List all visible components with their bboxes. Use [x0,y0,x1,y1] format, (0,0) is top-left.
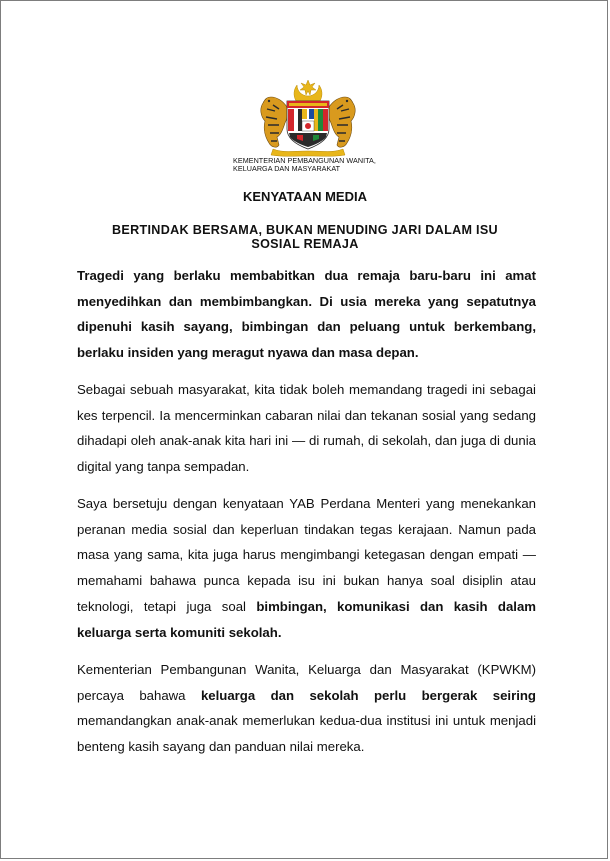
paragraph-2: Sebagai sebuah masyarakat, kita tidak boleh memandang tragedi ini sebagai kes terpencil. Ia mencerminkan cabaran nilai dan tekanan sosial yang sedang dihadapi oleh anak-anak kita hari ini — di rumah, di sekolah, dan juga di dunia digital yang tanpa sempadan. [77,382,536,475]
ministry-name-line1: KEMENTERIAN PEMBANGUNAN WANITA, [233,156,376,165]
document-title: KENYATAAN MEDIA [243,189,367,204]
ministry-name [233,157,403,173]
paragraph-4-text-end: memandangkan anak-anak memerlukan kedua-dua institusi ini untuk menjadi benteng kasih sayang dan panduan nilai mereka. [77,713,536,755]
paragraph-1: Tragedi yang berlaku membabitkan dua remaja baru-baru ini amat menyedihkan dan membimbangkan. Di usia mereka yang sepatutnya dipenuhi kasih sayang, bimbingan dan peluang untuk berkembang, berlaku insiden yang meragut nyawa dan masa depan. [77,268,536,361]
paragraph-3-text: Saya bersetuju dengan kenyataan YAB Perdana Menteri yang menekankan peranan media sosial dan keperluan tindakan tegas kerajaan. Namun pada masa yang sama, kita juga harus mengimbangi ketegasan dengan empati — memahami bahawa punca kepada isu ini bukan hanya soal disiplin atau teknologi, tetapi juga soal [77,496,536,614]
document-subtitle [1,223,609,251]
ministry-name-line2: KELUARGA DAN MASYARAKAT [233,164,341,173]
coat-of-arms-icon [253,79,363,157]
paragraph-4-text-start: Kementerian Pembangunan Wanita, Keluarga dan Masyarakat (KPWKM) percaya bahawa [77,662,536,703]
subtitle-line2: SOSIAL REMAJA [251,237,359,251]
paragraph-3 [77,491,536,645]
paragraph-3-bold: bimbingan, komunikasi dan kasih dalam keluarga serta komuniti sekolah. [77,598,537,640]
paragraph-4 [77,657,536,760]
letterhead [229,79,389,177]
paragraph-4-bold: keluarga dan sekolah perlu bergerak seiring [200,687,536,703]
subtitle-line1: BERTINDAK BERSAMA, BUKAN MENUDING JARI DALAM ISU [112,223,498,237]
